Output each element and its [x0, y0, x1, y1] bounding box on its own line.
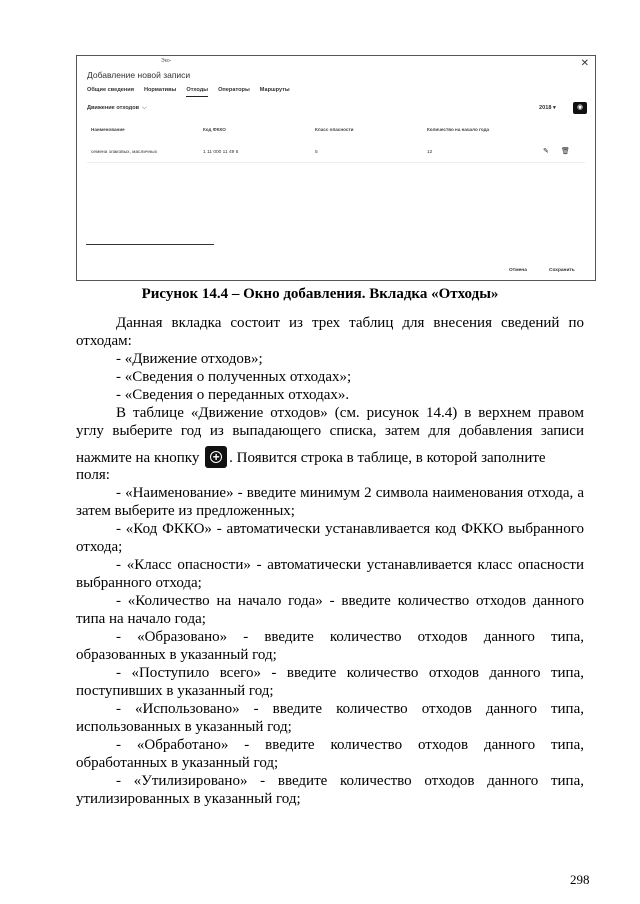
col-code: Код ФККО — [203, 127, 226, 132]
paragraph-line: поля: — [76, 467, 110, 483]
tab-norms[interactable]: Нормативы — [143, 87, 177, 93]
paragraph-line: обработанных в указанный год; — [76, 755, 279, 771]
tab-operators[interactable]: Операторы — [218, 87, 250, 93]
caret-down-icon: ▾ — [553, 105, 556, 111]
tab-routes[interactable]: Маршруты — [259, 87, 290, 93]
list-item: - «Наименование» - введите минимум 2 символа наименования отхода, а — [116, 485, 584, 501]
figure-screenshot — [76, 55, 596, 281]
edit-icon[interactable]: ✎ — [543, 148, 549, 155]
year-select[interactable] — [539, 105, 556, 111]
plus-icon: + — [212, 450, 220, 464]
paragraph-line: поступивших в указанный год; — [76, 683, 274, 699]
text-fragment: нажмите на кнопку — [76, 450, 200, 466]
list-item: - «Поступило всего» - введите количество отходов данного типа, — [116, 665, 584, 681]
list-item: - «Утилизировано» - введите количество отходов данного типа, — [116, 773, 584, 789]
paragraph-line: образованных в указанный год; — [76, 647, 277, 663]
section-dropdown[interactable] — [87, 105, 147, 112]
paragraph-line: затем выберите из предложенных; — [76, 503, 295, 519]
cell-class: 5 — [315, 150, 318, 155]
tab-bar — [87, 87, 290, 97]
tab-general[interactable]: Общие сведения — [87, 87, 134, 93]
paragraph-line: В таблице «Движение отходов» (см. рисунок 14.4) в верхнем правом — [116, 405, 584, 421]
year-value: 2018 — [539, 105, 552, 111]
list-item: - «Сведения о полученных отходах»; — [116, 369, 352, 385]
paragraph-line: использованных в указанный год; — [76, 719, 292, 735]
add-button-icon — [205, 446, 227, 468]
paragraph-line: углу выберите год из выпадающего списка, затем для добавления записи — [76, 423, 584, 439]
trash-icon[interactable]: 🗑 — [561, 148, 570, 155]
section-label: Движение отходов — [87, 105, 140, 111]
screenshot-crumb: Эко- — [161, 58, 172, 64]
list-item: - «Количество на начало года» - введите количество отходов данного — [116, 593, 584, 609]
text-fragment: . Появится строка в таблице, в которой заполните — [229, 450, 546, 466]
eye-icon[interactable]: ◉ — [573, 102, 587, 114]
list-item: - «Использовано» - введите количество отходов данного типа, — [116, 701, 584, 717]
col-name: Наименование — [91, 127, 125, 132]
list-item: - «Сведения о переданных отходах». — [116, 387, 350, 403]
paragraph-line: утилизированных в указанный год; — [76, 791, 301, 807]
paragraph-line: типа на начало года; — [76, 611, 206, 627]
cell-qty[interactable]: 12 — [427, 150, 433, 155]
list-item: - «Обработано» - введите количество отходов данного типа, — [116, 737, 584, 753]
tab-waste[interactable]: Отходы — [186, 87, 208, 97]
col-qty: Количество на начало года — [427, 127, 490, 132]
paragraph-line: Данная вкладка состоит из трех таблиц для внесения сведений по — [116, 315, 584, 331]
cell-name[interactable]: семена злаковых, масличных — [91, 150, 158, 155]
chevron-down-icon: ⌵ — [142, 105, 147, 111]
close-icon[interactable]: ✕ — [580, 58, 589, 69]
cell-code: 1 11 000 11 49 5 — [203, 150, 239, 155]
paragraph-line-with-button — [76, 446, 584, 468]
paragraph-line: выбранного отхода; — [76, 575, 202, 591]
dialog-title: Добавление новой записи — [87, 70, 191, 80]
paragraph-line: отходам: — [76, 333, 132, 349]
list-item: - «Движение отходов»; — [116, 351, 263, 367]
paragraph-line: отхода; — [76, 539, 123, 555]
list-item: - «Образовано» - введите количество отходов данного типа, — [116, 629, 584, 645]
list-item: - «Код ФККО» - автоматически устанавливается код ФККО выбранного — [116, 521, 584, 537]
cancel-button[interactable]: Отмена — [509, 268, 527, 273]
page-number: 298 — [570, 872, 590, 887]
scroll-line — [86, 244, 214, 245]
row-divider — [87, 162, 585, 163]
figure-caption: Рисунок 14.4 – Окно добавления. Вкладка «Отходы» — [141, 286, 499, 302]
list-item: - «Класс опасности» - автоматически устанавливается класс опасности — [116, 557, 584, 573]
save-button[interactable]: Сохранить — [549, 268, 575, 273]
col-class: Класс опасности — [315, 127, 354, 132]
